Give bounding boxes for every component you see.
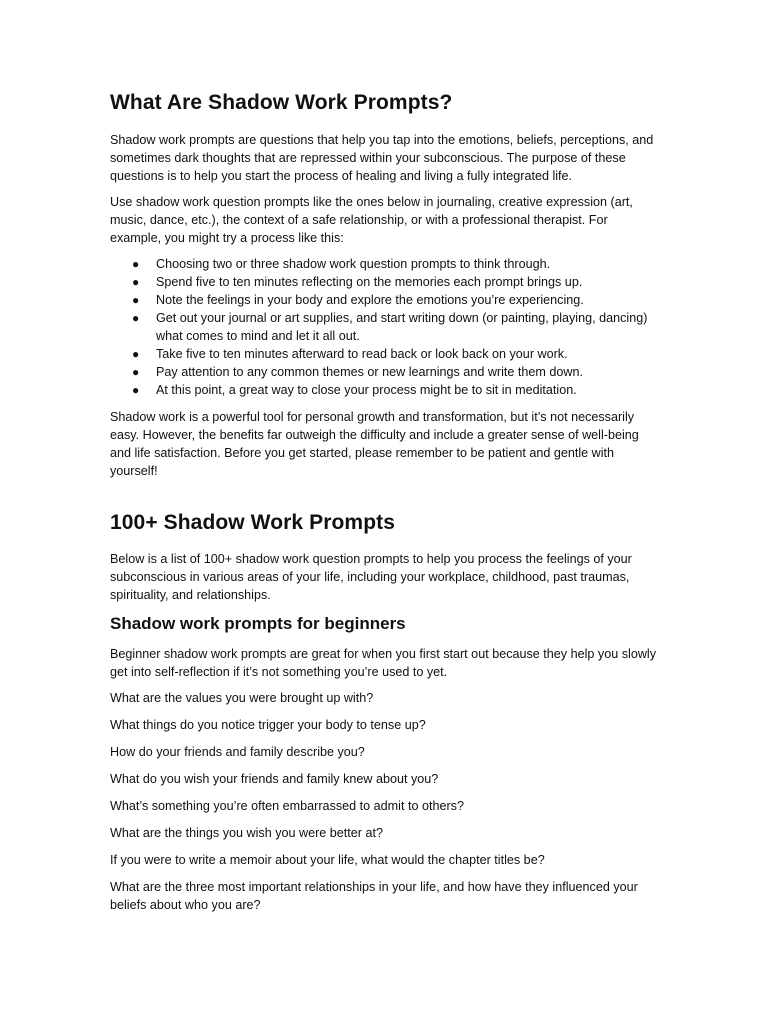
bullet-icon: ● xyxy=(132,311,140,325)
paragraph-intro: Shadow work prompts are questions that help you tap into the emotions, beliefs, perceptions, and sometimes dark thoughts that are repressed within your subconscious. The purpose of these questions is to help you start the process of healing and living a fully integrated life. xyxy=(110,133,654,183)
prompt-item: What things do you notice trigger your body to tense up? xyxy=(110,718,426,732)
prompt-item: If you were to write a memoir about your life, what would the chapter titles be? xyxy=(110,853,545,867)
paragraph-list-intro: Below is a list of 100+ shadow work question prompts to help you process the feelings of your subconscious in various areas of your life, including your workplace, childhood, past traumas, spirituality, and relationships. xyxy=(110,552,632,602)
list-item: ● Take five to ten minutes afterward to read back or look back on your work. xyxy=(132,347,568,361)
bullet-icon: ● xyxy=(132,257,140,271)
prompt-item: What’s something you’re often embarrassed to admit to others? xyxy=(110,799,464,813)
section-title-100-prompts: 100+ Shadow Work Prompts xyxy=(110,511,396,534)
prompt-item: What are the three most important relationships in your life, and how have they influenced your beliefs about who you are? xyxy=(110,880,638,912)
section-title-what-are-prompts: What Are Shadow Work Prompts? xyxy=(110,91,453,114)
prompt-item: What are the things you wish you were better at? xyxy=(110,826,384,840)
paragraph-benefits: Shadow work is a powerful tool for personal growth and transformation, but it’s not necessarily easy. However, the benefits far outweigh the difficulty and include a greater sense of well-being and life satisfaction. Before you get started, please remember to be patient and gentle with yourself! xyxy=(110,410,639,478)
bullet-icon: ● xyxy=(132,365,140,379)
bullet-icon: ● xyxy=(132,275,140,289)
list-item: ● Choosing two or three shadow work question prompts to think through. xyxy=(132,257,551,271)
prompt-item: How do your friends and family describe you? xyxy=(110,745,365,759)
bullet-icon: ● xyxy=(132,293,140,307)
list-item: ● At this point, a great way to close your process might be to sit in meditation. xyxy=(132,383,577,397)
bullet-icon: ● xyxy=(132,383,140,397)
list-item: ● Spend five to ten minutes reflecting on the memories each prompt brings up. xyxy=(132,275,583,289)
paragraph-usage: Use shadow work question prompts like the ones below in journaling, creative expression (art, music, dance, etc.), the context of a safe relationship, or with a professional therapist. For example, you might try a process like this: xyxy=(110,195,633,245)
bullet-icon: ● xyxy=(132,347,140,361)
list-item: ● Pay attention to any common themes or new learnings and write them down. xyxy=(132,365,584,379)
prompt-item: What do you wish your friends and family knew about you? xyxy=(110,772,439,786)
list-item: ● Get out your journal or art supplies, and start writing down (or painting, playing, dancing) what comes to mind and let it all out. xyxy=(132,311,648,343)
prompt-item: What are the values you were brought up with? xyxy=(110,691,374,705)
paragraph-beginners-intro: Beginner shadow work prompts are great for when you first start out because they help you slowly get into self-reflection if it’s not something you’re used to yet. xyxy=(110,647,657,679)
subsection-title-beginners: Shadow work prompts for beginners xyxy=(110,614,406,633)
list-item: ● Note the feelings in your body and explore the emotions you’re experiencing. xyxy=(132,293,584,307)
process-bullet-list xyxy=(110,255,660,399)
